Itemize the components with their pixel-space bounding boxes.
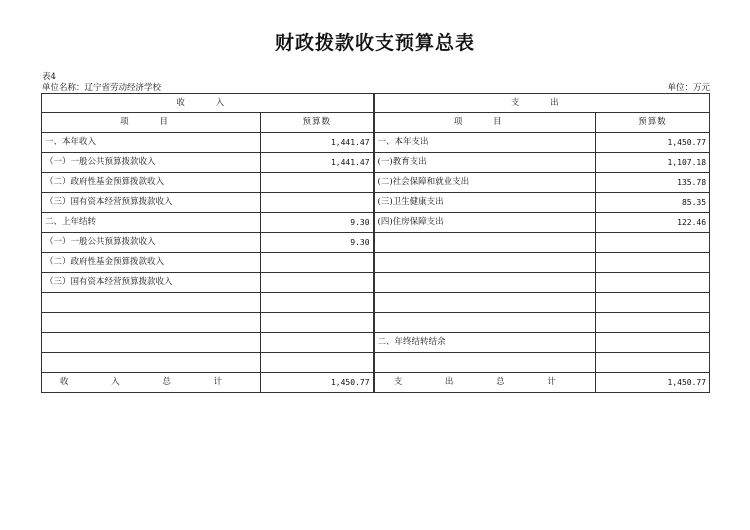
expense-item-cell: 二、年终结转结余 <box>374 333 596 353</box>
page-title: 财政拨款收支预算总表 <box>274 32 475 54</box>
income-value-cell: 9.30 <box>261 233 374 253</box>
income-item-cell <box>42 313 261 333</box>
income-value-cell <box>261 353 374 373</box>
expense-item-cell <box>374 313 596 333</box>
expense-value-cell <box>596 313 710 333</box>
totals-row <box>42 373 710 393</box>
table-row <box>42 173 710 193</box>
income-value-cell <box>261 293 374 313</box>
income-value-cell <box>261 173 374 193</box>
income-item-cell: （二）政府性基金预算拨款收入 <box>42 253 261 273</box>
expense-item-cell: (四)住房保障支出 <box>374 213 596 233</box>
expense-item-cell: (三)卫生健康支出 <box>374 193 596 213</box>
income-total-label: 收 入 总 计 <box>42 373 261 393</box>
income-value-cell: 1,441.47 <box>261 133 374 153</box>
income-item-cell <box>42 333 261 353</box>
expense-total-value: 1,450.77 <box>596 373 710 393</box>
income-budget-header: 预算数 <box>261 113 374 133</box>
budget-table <box>41 93 710 393</box>
income-item-cell: （一）一般公共预算拨款收入 <box>42 233 261 253</box>
expense-item-cell: (二)社会保障和就业支出 <box>374 173 596 193</box>
expense-value-cell: 1,107.18 <box>596 153 710 173</box>
unit-name: 单位名称：辽宁省劳动经济学校 <box>42 83 162 93</box>
income-value-cell <box>261 333 374 353</box>
expense-budget-header: 预算数 <box>596 113 710 133</box>
expense-item-cell <box>374 253 596 273</box>
table-row <box>42 233 710 253</box>
expense-value-cell: 135.78 <box>596 173 710 193</box>
income-value-cell: 1,441.47 <box>261 153 374 173</box>
income-value-cell <box>261 193 374 213</box>
expense-total-label: 支 出 总 计 <box>374 373 596 393</box>
income-item-header: 项 目 <box>42 113 261 133</box>
income-group-header: 收 入 <box>42 94 374 113</box>
table-row <box>42 153 710 173</box>
table-row <box>42 213 710 233</box>
expense-item-cell <box>374 293 596 313</box>
income-item-cell: （三）国有资本经营预算拨款收入 <box>42 193 261 213</box>
meta-row <box>42 81 710 93</box>
table-row <box>42 293 710 313</box>
income-item-cell <box>42 353 261 373</box>
expense-value-cell <box>596 333 710 353</box>
table-row <box>42 193 710 213</box>
group-header-row <box>42 94 710 113</box>
expense-item-cell <box>374 353 596 373</box>
expense-value-cell: 122.46 <box>596 213 710 233</box>
table-row <box>42 253 710 273</box>
column-header-row <box>42 113 710 133</box>
table-row <box>42 313 710 333</box>
expense-group-header: 支 出 <box>374 94 710 113</box>
income-item-cell: 二、上年结转 <box>42 213 261 233</box>
expense-value-cell: 1,450.77 <box>596 133 710 153</box>
income-item-cell: 一、本年收入 <box>42 133 261 153</box>
income-value-cell <box>261 273 374 293</box>
income-item-cell: （三）国有资本经营预算拨款收入 <box>42 273 261 293</box>
expense-value-cell <box>596 233 710 253</box>
income-item-cell <box>42 293 261 313</box>
expense-value-cell: 85.35 <box>596 193 710 213</box>
income-value-cell <box>261 313 374 333</box>
expense-value-cell <box>596 253 710 273</box>
income-value-cell: 9.30 <box>261 213 374 233</box>
income-total-value: 1,450.77 <box>261 373 374 393</box>
table-row <box>42 133 710 153</box>
income-item-cell: （二）政府性基金预算拨款收入 <box>42 173 261 193</box>
expense-item-cell <box>374 233 596 253</box>
income-item-cell: （一）一般公共预算拨款收入 <box>42 153 261 173</box>
unit-label: 单位：万元 <box>667 83 710 93</box>
expense-item-header: 项 目 <box>374 113 596 133</box>
expense-value-cell <box>596 353 710 373</box>
table-row <box>42 353 710 373</box>
expense-item-cell: 一、本年支出 <box>374 133 596 153</box>
expense-value-cell <box>596 293 710 313</box>
expense-item-cell <box>374 273 596 293</box>
income-value-cell <box>261 253 374 273</box>
expense-value-cell <box>596 273 710 293</box>
table-row <box>42 273 710 293</box>
table-row <box>42 333 710 353</box>
table-number: 表4 <box>42 72 56 82</box>
expense-item-cell: (一)教育支出 <box>374 153 596 173</box>
